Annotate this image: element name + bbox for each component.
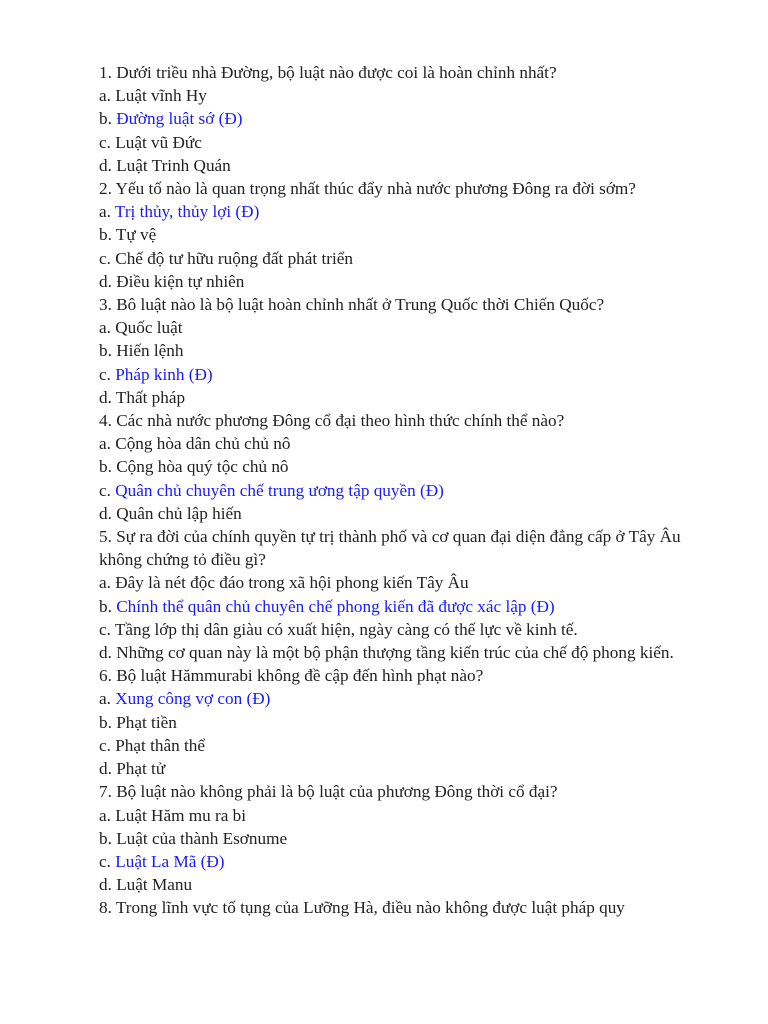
option-prefix: c.: [99, 364, 116, 384]
option-prefix: a.: [99, 202, 115, 222]
option-prefix: a.: [99, 86, 116, 106]
option-text: Đây là nét độc đáo trong xã hội phong kiến Tây Âu: [115, 573, 469, 593]
answer-option: [99, 479, 699, 502]
answer-option: [99, 316, 699, 339]
answer-option: [99, 386, 699, 409]
option-text: Luật của thành Esơnume: [116, 828, 288, 848]
answer-option: [99, 571, 699, 594]
answer-option: [99, 84, 699, 107]
option-text: Thất pháp: [115, 387, 186, 407]
question-text: 4. Các nhà nước phương Đông cổ đại theo hình thức chính thể nào?: [99, 411, 565, 431]
option-prefix: b.: [99, 341, 117, 361]
option-text: Quân chủ lập hiến: [116, 503, 242, 523]
option-prefix: a.: [99, 805, 116, 825]
option-prefix: a.: [99, 434, 116, 454]
option-text: Luật Manu: [116, 875, 193, 895]
option-text: Luật vĩnh Hy: [115, 86, 207, 106]
answer-option: [99, 223, 699, 246]
option-text: Điều kiện tự nhiên: [116, 271, 245, 291]
answer-option: [99, 455, 699, 478]
option-prefix: c.: [99, 248, 116, 268]
answer-option: [99, 131, 699, 154]
answer-option: [99, 711, 699, 734]
option-prefix: a.: [99, 689, 116, 709]
option-prefix: d.: [99, 387, 116, 407]
answer-option: [99, 200, 699, 223]
option-text: Hiến lệnh: [116, 341, 184, 361]
option-prefix: d.: [99, 759, 117, 779]
answer-option: [99, 107, 699, 130]
question-text: 8. Trong lĩnh vực tố tụng của Lưỡng Hà, điều nào không được luật pháp quy: [99, 898, 625, 918]
answer-option: [99, 827, 699, 850]
answer-option: [99, 804, 699, 827]
option-prefix: a.: [99, 318, 116, 338]
option-prefix: d.: [99, 643, 117, 663]
answer-option: [99, 270, 699, 293]
answer-option: [99, 339, 699, 362]
option-text: Tự vệ: [115, 225, 157, 245]
answer-option: [99, 687, 699, 710]
correct-answer-text: Chính thể quân chủ chuyên chế phong kiến đã được xác lập (Đ): [116, 596, 555, 616]
option-text: Luật Hăm mu ra bi: [115, 805, 247, 825]
option-text: Cộng hòa dân chủ chủ nô: [115, 434, 291, 454]
option-prefix: d.: [99, 503, 117, 523]
quiz-document: [99, 61, 699, 920]
option-text: Tầng lớp thị dân giàu có xuất hiện, ngày càng có thế lực về kinh tế.: [114, 619, 578, 639]
option-prefix: b.: [99, 225, 116, 245]
option-prefix: b.: [99, 596, 117, 616]
answer-option: [99, 363, 699, 386]
correct-answer-text: Pháp kinh (Đ): [115, 364, 213, 384]
question-text: 2. Yếu tố nào là quan trọng nhất thúc đẩy nhà nước phương Đông ra đời sớm?: [99, 179, 636, 199]
option-prefix: c.: [99, 132, 116, 152]
option-prefix: c.: [99, 480, 116, 500]
option-text: Cộng hòa quý tộc chủ nô: [116, 457, 289, 477]
option-prefix: b.: [99, 828, 117, 848]
answer-option: [99, 734, 699, 757]
answer-option: [99, 595, 699, 618]
option-prefix: a.: [99, 573, 116, 593]
option-text: Phạt tiền: [116, 712, 177, 732]
option-text: Phạt thân thể: [115, 735, 205, 755]
option-prefix: c.: [99, 851, 116, 871]
question-text: 3. Bô luật nào là bộ luật hoàn chỉnh nhất ở Trung Quốc thời Chiến Quốc?: [99, 295, 605, 315]
answer-option: [99, 154, 699, 177]
option-prefix: b.: [99, 457, 117, 477]
option-text: Luật vũ Đức: [115, 132, 202, 152]
correct-answer-text: Trị thủy, thủy lợi (Đ): [114, 202, 260, 222]
question-text: 6. Bộ luật Hămmurabi không đề cập đến hình phạt nào?: [99, 666, 484, 686]
option-text: Phạt tử: [116, 759, 166, 779]
answer-option: [99, 641, 699, 664]
answer-option: [99, 757, 699, 780]
option-prefix: d.: [99, 875, 117, 895]
option-prefix: d.: [99, 155, 117, 175]
answer-option: [99, 850, 699, 873]
correct-answer-text: Đường luật sớ (Đ): [116, 109, 243, 129]
option-prefix: c.: [99, 619, 115, 639]
correct-answer-text: Quân chủ chuyên chế trung ương tập quyền (Đ): [115, 480, 444, 500]
option-text: Những cơ quan này là một bộ phận thượng tầng kiến trúc của chế độ phong kiến.: [116, 643, 674, 663]
answer-option: [99, 247, 699, 270]
answer-option: [99, 432, 699, 455]
question-text: 1. Dưới triều nhà Đường, bộ luật nào được coi là hoàn chỉnh nhất?: [99, 63, 557, 82]
answer-option: [99, 618, 699, 641]
correct-answer-text: Luật La Mã (Đ): [115, 851, 225, 871]
option-prefix: d.: [99, 271, 117, 291]
option-prefix: c.: [99, 735, 116, 755]
answer-option: [99, 873, 699, 896]
correct-answer-text: Xung công vợ con (Đ): [115, 689, 271, 709]
answer-option: [99, 502, 699, 525]
option-prefix: b.: [99, 109, 117, 129]
option-text: Quốc luật: [115, 318, 183, 338]
option-text: Luật Trinh Quán: [116, 155, 231, 175]
option-prefix: b.: [99, 712, 117, 732]
question-text: 7. Bộ luật nào không phải là bộ luật của phương Đông thời cổ đại?: [99, 782, 558, 802]
option-text: Chế độ tư hữu ruộng đất phát triển: [115, 248, 353, 268]
question-text: 5. Sự ra đời của chính quyền tự trị thành phố và cơ quan đại diện đẳng cấp ở Tây Âu không chứng tỏ điều gì?: [99, 527, 681, 570]
